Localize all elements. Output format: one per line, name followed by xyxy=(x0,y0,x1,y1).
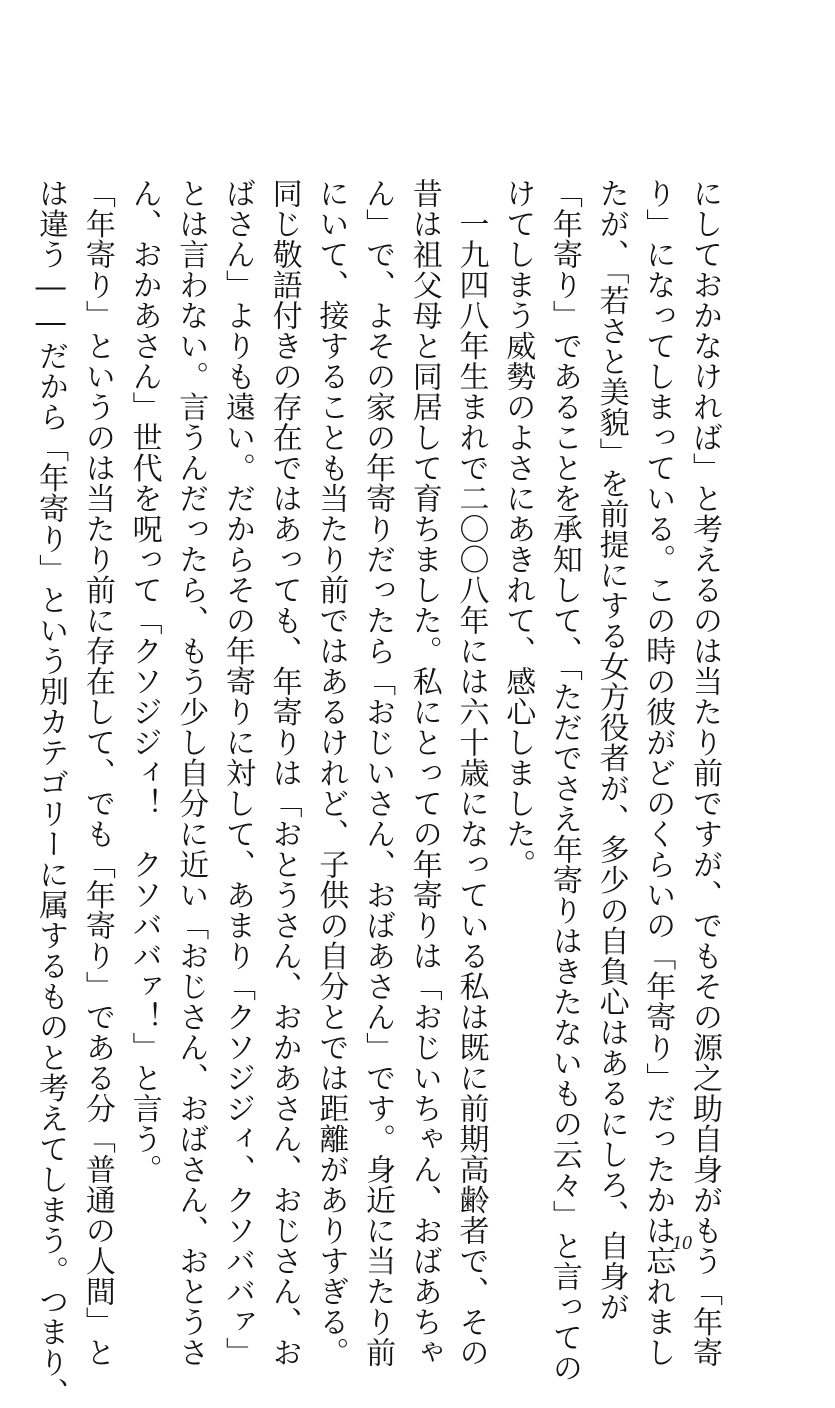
text-line: たが、「若さと美貌」を前提にする女方役者が、多少の自負心はあるにしろ、自身が xyxy=(593,178,629,1322)
text-line: 「年寄り」であることを承知して、「ただでさえ年寄りはきたないもの云々」と言っての xyxy=(546,178,582,1383)
page-number: 10 xyxy=(672,1232,692,1254)
text-line: ん、おかあさん」世代を呪って「クソジジィ！ クソババァ！」と言う。 xyxy=(126,178,162,1185)
text-line: 「年寄り」というのは当たり前に存在して、でも「年寄り」である分「普通の人間」と xyxy=(79,178,115,1368)
text-line: 同じ敬語付きの存在ではあっても、年寄りは「おとうさん、おかあさん、おじさん、お xyxy=(266,178,302,1368)
text-line: は違う――だから「年寄り」という別カテゴリーに属するものと考えてしまう。つまり、 xyxy=(33,178,69,1408)
text-line: り」になってしまっている。この時の彼がどのくらいの「年寄り」だったかは忘れまし xyxy=(640,178,676,1368)
text-line: とは言わない。言うんだったら、もう少し自分に近い「おじさん、おばさん、おとうさ xyxy=(173,178,209,1368)
text-line: 一九四八年生まれで二〇〇八年には六十歳になっている私は既に前期高齢者で、その xyxy=(453,178,489,1368)
text-line: にしておかなければ」と考えるのは当たり前ですが、でもその源之助自身がもう「年寄 xyxy=(687,178,722,1368)
text-line: けてしまう威勢のよさにあきれて、感心しました。 xyxy=(500,178,536,880)
text-line: 昔は祖父母と同居して育ちました。私にとっての年寄りは「おじいちゃん、おばあちゃ xyxy=(406,178,442,1368)
text-line: ばさん」よりも遠い。だからその年寄りに対して、あまり「クソジジィ、クソババァ」 xyxy=(219,178,255,1368)
text-line: にいて、接することも当たり前ではあるけれど、子供の自分とでは距離がありすぎる。 xyxy=(313,178,349,1368)
text-line: ん」で、よその家の年寄りだったら「おじいさん、おばあさん」です。身近に当たり前 xyxy=(360,178,396,1368)
